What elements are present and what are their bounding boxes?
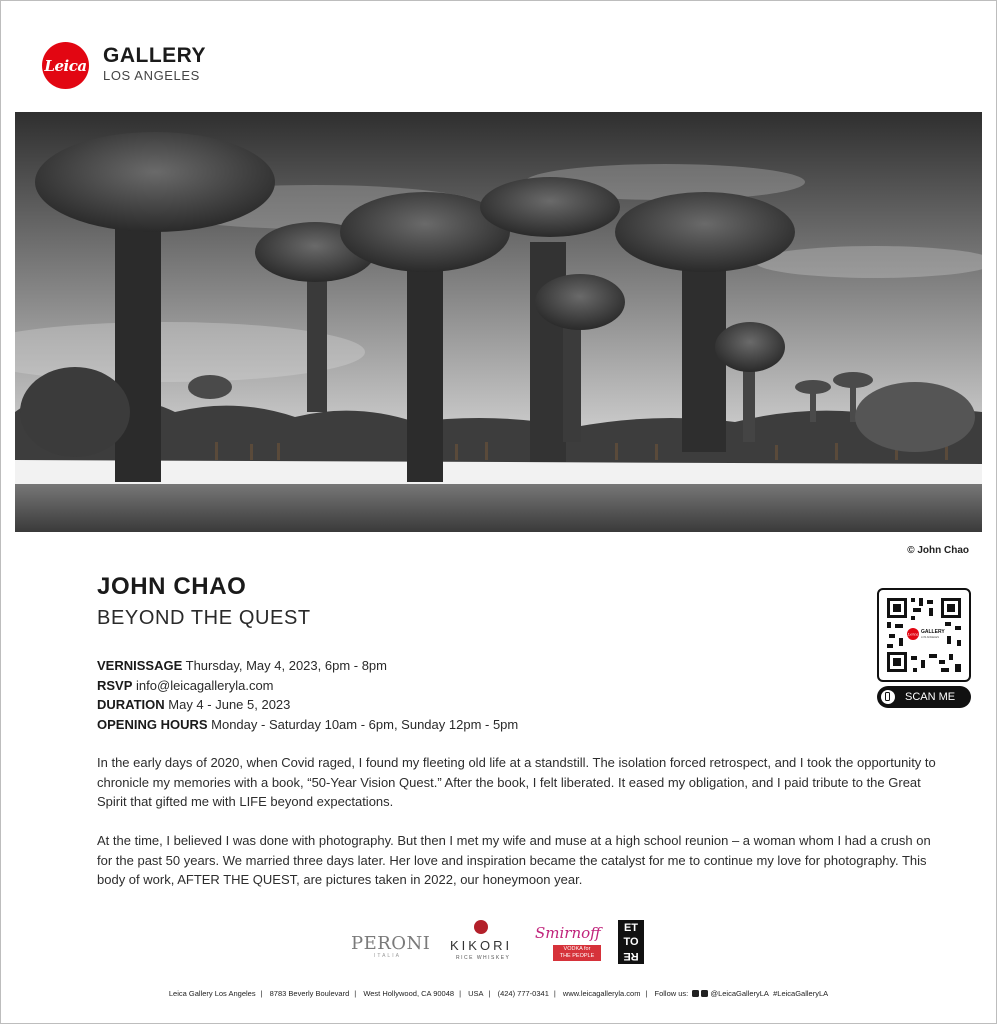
ettore-line-1: ET <box>623 922 639 934</box>
scan-me-button[interactable] <box>877 686 971 708</box>
baobab-photo-illustration <box>15 112 982 532</box>
peroni-logo: PERONI <box>351 933 431 954</box>
social-handle[interactable]: @LeicaGalleryLA <box>710 989 769 998</box>
event-details <box>97 656 518 734</box>
kikori-logo: KIKORI <box>450 938 513 953</box>
smirnoff-tag-line-2: THE PEOPLE <box>559 953 595 959</box>
photo-credit: © John Chao <box>907 545 969 556</box>
qr-code[interactable] <box>877 588 971 682</box>
exhibition-title: BEYOND THE QUEST <box>97 607 311 629</box>
statement-paragraph-1: In the early days of 2020, when Covid raged, I found my fleeting old life at a standstill. The isolation forced retrospect, and I took the opportunity to chronicle my memories with a book, “50-Year Vision Quest.” After the book, I felt liberated. It eased my obligation, and I paid tribute to the Great Spirit that gifted me with LIFE beyond expectations. <box>97 755 936 810</box>
footer-country: USA <box>468 989 484 998</box>
facebook-icon[interactable] <box>701 990 708 997</box>
detail-duration <box>97 695 518 715</box>
detail-value: Thursday, May 4, 2023, 6pm - 8pm <box>185 658 387 673</box>
gallery-city: LOS ANGELES <box>103 68 200 83</box>
detail-label: DURATION <box>97 697 165 713</box>
rsvp-email-link[interactable]: info@leicagalleryla.com <box>136 677 274 693</box>
kikori-sub: RICE WHISKEY <box>456 955 511 961</box>
qr-code-pattern <box>879 590 969 680</box>
qr-badge-city: LOS ANGELES <box>921 636 940 639</box>
leica-logo[interactable] <box>42 42 89 89</box>
follow-label: Follow us: <box>654 989 689 998</box>
detail-label: RSVP <box>97 677 133 693</box>
logo-text: Leica <box>44 56 87 75</box>
kikori-emblem-icon <box>474 920 488 934</box>
smirnoff-logo: Smirnoff <box>535 924 601 942</box>
peroni-sub: ITALIA <box>374 953 401 959</box>
social-hashtag: #LeicaGalleryLA <box>773 989 829 998</box>
statement-paragraph-2: At the time, I believed I was done with photography. But then I met my wife and muse at a high school reunion – a woman whom I had a crush on for the past 50 years. We married three days later. Her love and inspiration became the catalyst for me to continue my love for photography. This body of work, AFTER THE QUEST, are pictures taken in 2022, our honeymoon year. <box>97 833 931 888</box>
footer-phone[interactable]: (424) 777-0341 <box>497 989 549 998</box>
detail-label: VERNISSAGE <box>97 658 183 673</box>
detail-vernissage <box>97 656 518 676</box>
footer: Leica Gallery Los Angeles | 8783 Beverly Boulevard | West Hollywood, CA 90048 | USA | (424) 777-0341 | www.leicagalleryla.com | Follow us: @LeicaGalleryLA #LeicaGalleryLA <box>168 989 829 998</box>
phone-icon <box>881 690 895 704</box>
qr-badge-logo: Leica <box>907 631 919 637</box>
scan-me-label: SCAN ME <box>905 691 956 703</box>
detail-value: May 4 - June 5, 2023 <box>168 697 291 713</box>
footer-gallery-name: Leica Gallery Los Angeles <box>168 989 256 998</box>
smirnoff-tagline <box>553 945 601 961</box>
gallery-name: GALLERY <box>103 44 207 67</box>
footer-website-link[interactable]: www.leicagalleryla.com <box>562 989 641 998</box>
ettore-line-3: RE <box>623 950 639 962</box>
detail-value: Monday - Saturday 10am - 6pm, Sunday 12pm - 5pm <box>211 716 519 732</box>
exhibition-photo <box>15 112 982 532</box>
footer-city: West Hollywood, CA 90048 <box>363 989 455 998</box>
ettore-logo <box>618 920 644 964</box>
qr-badge-name: GALLERY <box>921 629 945 635</box>
artist-name: JOHN CHAO <box>97 573 247 600</box>
instagram-icon[interactable] <box>692 990 699 997</box>
footer-address: 8783 Beverly Boulevard <box>269 989 350 998</box>
smirnoff-tag-line-1: VODKA for <box>563 946 591 952</box>
detail-label: OPENING HOURS <box>97 716 208 732</box>
ettore-line-2: TO <box>623 936 639 948</box>
detail-opening-hours <box>97 715 518 735</box>
detail-rsvp <box>97 676 518 696</box>
